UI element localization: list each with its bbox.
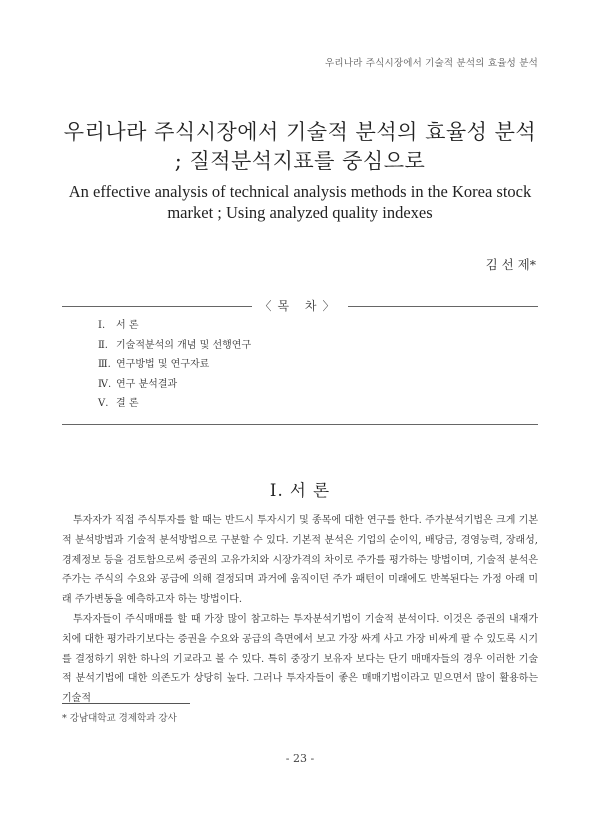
english-title xyxy=(40,181,560,223)
korean-title xyxy=(0,118,600,176)
toc-list xyxy=(98,316,251,414)
footnote: * 강남대학교 경제학과 강사 xyxy=(62,713,177,724)
footnote-rule xyxy=(62,703,190,704)
toc-item[interactable]: Ⅲ. 연구방법 및 연구자료 xyxy=(98,359,210,370)
paragraph: 투자자들이 주식매매를 할 때 가장 많이 참고하는 투자분석기법이 기술적 분석이다. 이것은 증권의 내재가치에 대한 평가라기보다는 증권을 수요와 공급의 측면에서 보고 가장 싸게 사고 가장 비싸게 팔 수 있도록 시기를 결정하기 위한 하나의 기교라고 볼 수 있다. 특히 중장기 보유자 보다는 단기 매매자들의 경우 이러한 기술적 분석기법에 대한 의존도가 상당히 높다. 그러나 투자자들이 좋은 매매기법이라고 믿으면서 많이 활용하는 기술적 xyxy=(62,613,538,705)
toc-heading: 〈목 차〉 xyxy=(259,299,341,313)
toc-header xyxy=(62,299,538,313)
toc-rule-right xyxy=(348,306,538,307)
section-title-introduction: Ⅰ. 서 론 xyxy=(269,481,331,500)
paragraph: 투자자가 직접 주식투자를 할 때는 반드시 투자시기 및 종목에 대한 연구를 한다. 주가분석기법은 크게 기본적 분석방법과 기술적 분석방법으로 구분할 수 있다. 기본적 분석은 기업의 순이익, 배당금, 경영능력, 장래성, 경제정보 등을 검토함으로써 증권의 고유가치와 시장가격의 차이로 주가를 평가하는 방법이며, 기술적 분석은 주가는 주식의 수요와 공급에 의해 결정되며 과거에 움직이던 주가 패턴이 미래에도 반복된다는 가정 아래 미래 주가변동을 예측하고자 하는 방법이다. xyxy=(62,515,538,606)
toc-item[interactable]: Ⅱ. 기술적분석의 개념 및 선행연구 xyxy=(98,339,252,351)
toc-item[interactable]: Ⅰ. 서 론 xyxy=(98,320,139,331)
toc-item[interactable]: Ⅳ. 연구 분석결과 xyxy=(98,378,178,390)
toc-item[interactable]: Ⅴ. 결 론 xyxy=(98,398,139,409)
korean-title-line2: ; 질적분석지표를 중심으로 xyxy=(174,149,426,173)
toc-rule-left xyxy=(62,306,252,307)
korean-title-line1: 우리나라 주식시장에서 기술적 분석의 효율성 분석 xyxy=(63,120,537,144)
page-number: - 23 - xyxy=(285,752,315,765)
body-text xyxy=(62,511,538,709)
running-header: 우리나라 주식시장에서 기술적 분석의 효율성 분석 xyxy=(324,58,538,69)
toc-bottom-rule xyxy=(62,424,538,425)
english-title-line2: market ; Using analyzed quality indexes xyxy=(167,203,433,222)
author-name: 김 선 제* xyxy=(485,257,536,272)
english-title-line1: An effective analysis of technical analysis methods in the Korea stock xyxy=(68,182,532,201)
